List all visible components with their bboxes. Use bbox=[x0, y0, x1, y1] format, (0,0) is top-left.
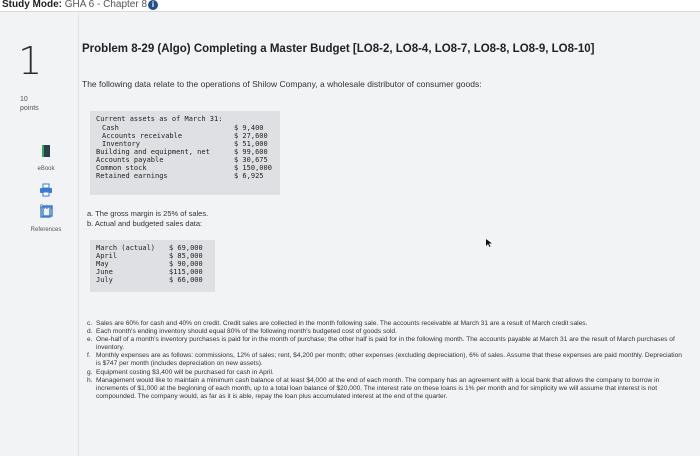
list-item bbox=[87, 320, 687, 328]
points-info bbox=[20, 95, 39, 113]
table-row bbox=[96, 148, 274, 156]
references-button[interactable] bbox=[18, 205, 74, 233]
item-text: Each month's ending inventory should equal 80% of the following month's budgeted cost of goods sold. bbox=[96, 328, 397, 336]
row-value: $ 30,675 bbox=[234, 156, 268, 164]
item-text: Equipment costing $3,400 will be purchased for cash in April. bbox=[96, 368, 274, 376]
references-icon bbox=[39, 205, 53, 219]
row-value: $ 66,000 bbox=[169, 276, 203, 284]
print-label: Print bbox=[39, 205, 53, 211]
row-label: Cash bbox=[102, 124, 119, 132]
row-label: May bbox=[96, 260, 109, 268]
row-value: $ 69,000 bbox=[169, 244, 203, 252]
item-letter: e. bbox=[87, 336, 93, 344]
table-row bbox=[96, 268, 209, 276]
references-label: References bbox=[30, 227, 62, 233]
problem-items-list bbox=[87, 320, 687, 401]
study-mode-title bbox=[2, 0, 147, 10]
list-item bbox=[87, 336, 687, 352]
book-icon bbox=[39, 144, 53, 158]
row-value: $ 85,000 bbox=[169, 252, 203, 260]
current-assets-table bbox=[90, 111, 280, 195]
row-value: $ 150,000 bbox=[234, 164, 272, 172]
problem-content bbox=[82, 13, 692, 456]
row-label: Accounts payable bbox=[96, 156, 164, 164]
sidebar-divider bbox=[78, 13, 79, 456]
row-label: July bbox=[96, 276, 113, 284]
question-number: 1 bbox=[18, 39, 43, 83]
ebook-button[interactable] bbox=[18, 144, 74, 172]
item-letter: c. bbox=[87, 320, 93, 327]
item-text: One-half of a month's inventory purchases is paid for in the month of purchase; the other half is paid for in the following month. The accounts payable at March 31 are the result of March purchases of inventory. bbox=[96, 336, 675, 352]
item-letter: f. bbox=[87, 352, 91, 360]
table-row bbox=[96, 156, 274, 164]
problem-title: Problem 8-29 (Algo) Completing a Master Budget [LO8-2, LO8-4, LO8-7, LO8-8, LO8-9, LO8-10] bbox=[82, 43, 595, 55]
problem-intro: The following data relate to the operations of Shilow Company, a wholesale distributor of consumer goods: bbox=[82, 79, 482, 89]
list-item bbox=[87, 369, 687, 377]
ebook-label: eBook bbox=[37, 166, 55, 172]
row-value: $ 51,000 bbox=[234, 140, 268, 148]
row-label: April bbox=[96, 252, 118, 260]
top-bar bbox=[0, 0, 700, 12]
row-value: $ 27,600 bbox=[234, 132, 268, 140]
item-a: a. The gross margin is 25% of sales. bbox=[87, 209, 209, 218]
row-label: Inventory bbox=[102, 140, 140, 148]
table-row bbox=[96, 132, 274, 140]
row-label: Common stock bbox=[96, 164, 147, 172]
table-row bbox=[96, 140, 274, 148]
table-row bbox=[96, 164, 274, 172]
list-item bbox=[87, 328, 687, 336]
list-item bbox=[87, 377, 687, 401]
table-row bbox=[96, 276, 209, 284]
row-label: Building and equipment, net bbox=[96, 148, 210, 156]
list-item bbox=[87, 352, 687, 368]
current-assets-heading bbox=[96, 115, 274, 124]
row-value: $ 6,925 bbox=[234, 172, 264, 180]
item-text: Sales are 60% for cash and 40% on credit. Credit sales are collected in the month following sale. The accounts receivable at March 31 are a result of March credit sales. bbox=[96, 320, 588, 327]
table-row bbox=[96, 244, 209, 252]
item-letter: g. bbox=[87, 368, 93, 376]
row-value: $ 90,000 bbox=[169, 260, 203, 268]
row-label: June bbox=[96, 268, 113, 276]
item-b: b. Actual and budgeted sales data: bbox=[87, 219, 203, 228]
row-label: Accounts receivable bbox=[102, 132, 183, 140]
row-label: March (actual) bbox=[96, 244, 156, 252]
table-row bbox=[96, 172, 274, 180]
chapter-label: GHA 6 - Chapter 8 bbox=[64, 0, 148, 10]
sales-data-table bbox=[90, 240, 215, 292]
points-value: 10 bbox=[20, 96, 28, 103]
points-label: points bbox=[20, 105, 39, 112]
question-sidebar bbox=[0, 13, 78, 456]
table-row bbox=[96, 260, 209, 268]
row-value: $115,000 bbox=[169, 268, 203, 276]
row-value: $ 9,400 bbox=[234, 124, 264, 132]
table-row bbox=[96, 124, 274, 132]
table-row bbox=[96, 252, 209, 260]
item-letter: h. bbox=[87, 376, 93, 384]
row-value: $ 99,600 bbox=[234, 148, 268, 156]
current-assets-heading-text: Current assets as of March 31: bbox=[96, 115, 223, 123]
row-label: Retained earnings bbox=[96, 172, 168, 180]
item-text: Management would like to maintain a minimum cash balance of at least $4,000 at the end of each month. The company has an agreement with a local bank that allows the company to borrow in increments of $1,000 at the beginning of each month, up to a total loan balance of $20,000. The interest rate on these loans is 1% per month and for simplicity we will assume that interest is not compounded. The company would, as far as it is able, repay the loan plus accumulated interest at the end of the quarter. bbox=[96, 376, 660, 400]
info-icon[interactable]: i bbox=[148, 0, 158, 10]
item-letter: d. bbox=[87, 328, 93, 336]
study-mode-label: Study Mode: bbox=[2, 0, 62, 10]
item-text: Monthly expenses are as follows: commissions, 12% of sales; rent, $4,200 per month; other expenses (excluding depreciation), 6% of sales. Assume that these expenses are paid monthly. Depreciation is $747 per month (includes depreciation on new assets). bbox=[96, 352, 682, 368]
mouse-cursor-icon bbox=[486, 239, 492, 247]
printer-icon bbox=[39, 183, 53, 197]
